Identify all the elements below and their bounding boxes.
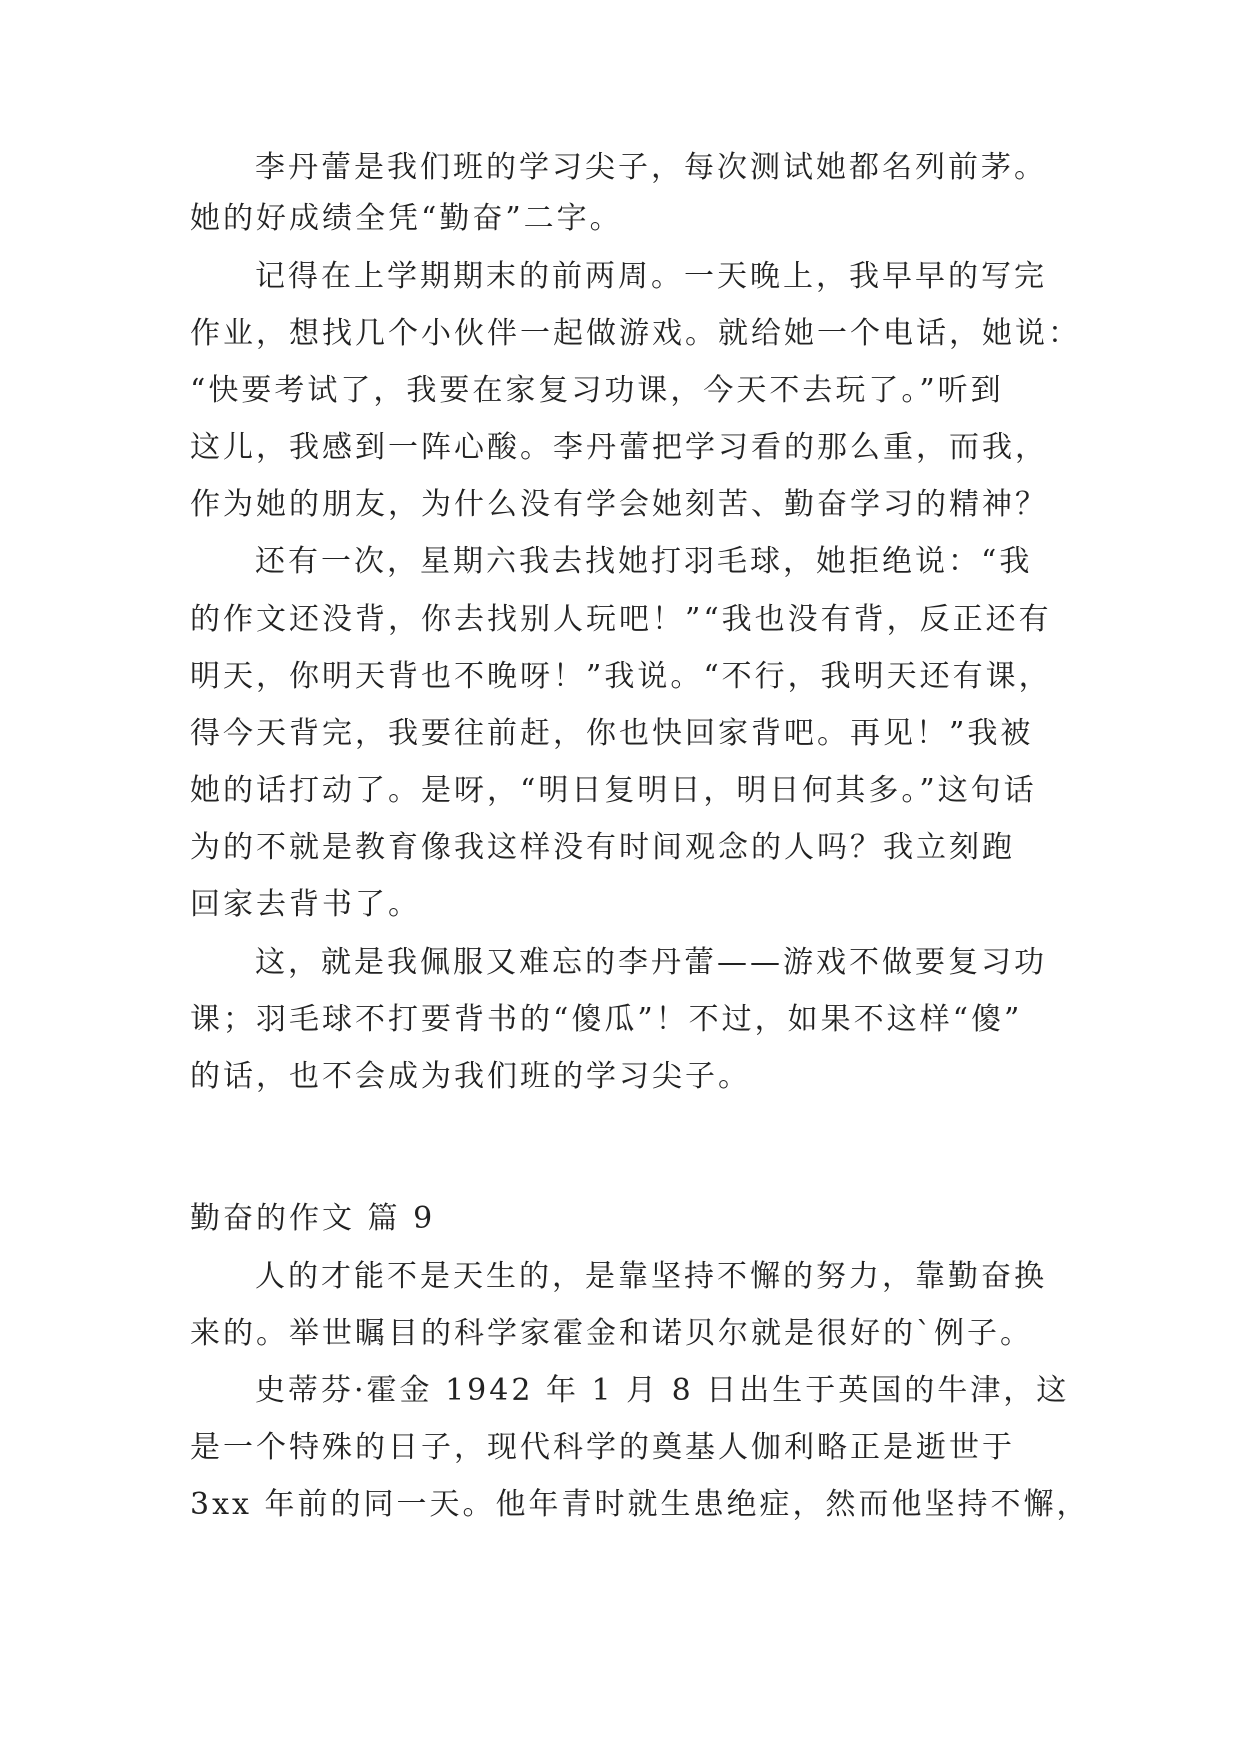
text-line: 的话，也不会成为我们班的学习尖子。 [190,1059,751,1094]
text-line: 明天，你明天背也不晚呀！”我说。“不行，我明天还有课， [190,659,1052,694]
text-line: 作业，想找几个小伙伴一起做游戏。就给她一个电话，她说： [190,316,1081,351]
text-line: 作为她的朋友，为什么没有学会她刻苦、勤奋学习的精神？ [190,487,1048,522]
text-line: 是一个特殊的日子，现代科学的奠基人伽利略正是逝世于 [190,1430,1015,1465]
text-line: 3xx 年前的同一天。他年青时就生患绝症，然而他坚持不懈， [190,1487,1090,1522]
text-line: “快要考试了，我要在家复习功课，今天不去玩了。”听到 [190,373,1004,408]
text-line: 还有一次，星期六我去找她打羽毛球，她拒绝说：“我 [255,544,1033,579]
section-heading: 勤奋的作文 篇 9 [190,1201,436,1236]
text-line: 得今天背完，我要往前赶，你也快回家背吧。再见！”我被 [190,716,1034,751]
text-line: 这儿，我感到一阵心酸。李丹蕾把学习看的那么重，而我， [190,430,1048,465]
text-line: 记得在上学期期末的前两周。一天晚上，我早早的写完 [255,259,1047,294]
text-line: 回家去背书了。 [190,887,421,922]
text-line: 课；羽毛球不打要背书的“傻瓜”！不过，如果不这样“傻” [190,1002,1023,1037]
text-line: 她的话打动了。是呀，“明日复明日，明日何其多。”这句话 [190,773,1037,808]
text-line: 人的才能不是天生的，是靠坚持不懈的努力，靠勤奋换 [255,1259,1047,1294]
text-line: 为的不就是教育像我这样没有时间观念的人吗？我立刻跑 [190,830,1015,865]
text-line: 来的。举世瞩目的科学家霍金和诺贝尔就是很好的`例子。 [190,1316,1033,1351]
text-line: 史蒂芬·霍金 1942 年 1 月 8 日出生于英国的牛津，这 [255,1373,1070,1408]
text-line: 的作文还没背，你去找别人玩吧！”“我也没有背，反正还有 [190,602,1052,637]
text-line: 李丹蕾是我们班的学习尖子，每次测试她都名列前茅。 [255,150,1047,185]
text-line: 这，就是我佩服又难忘的李丹蕾——游戏不做要复习功 [255,945,1047,980]
text-line: 她的好成绩全凭“勤奋”二字。 [190,201,623,236]
